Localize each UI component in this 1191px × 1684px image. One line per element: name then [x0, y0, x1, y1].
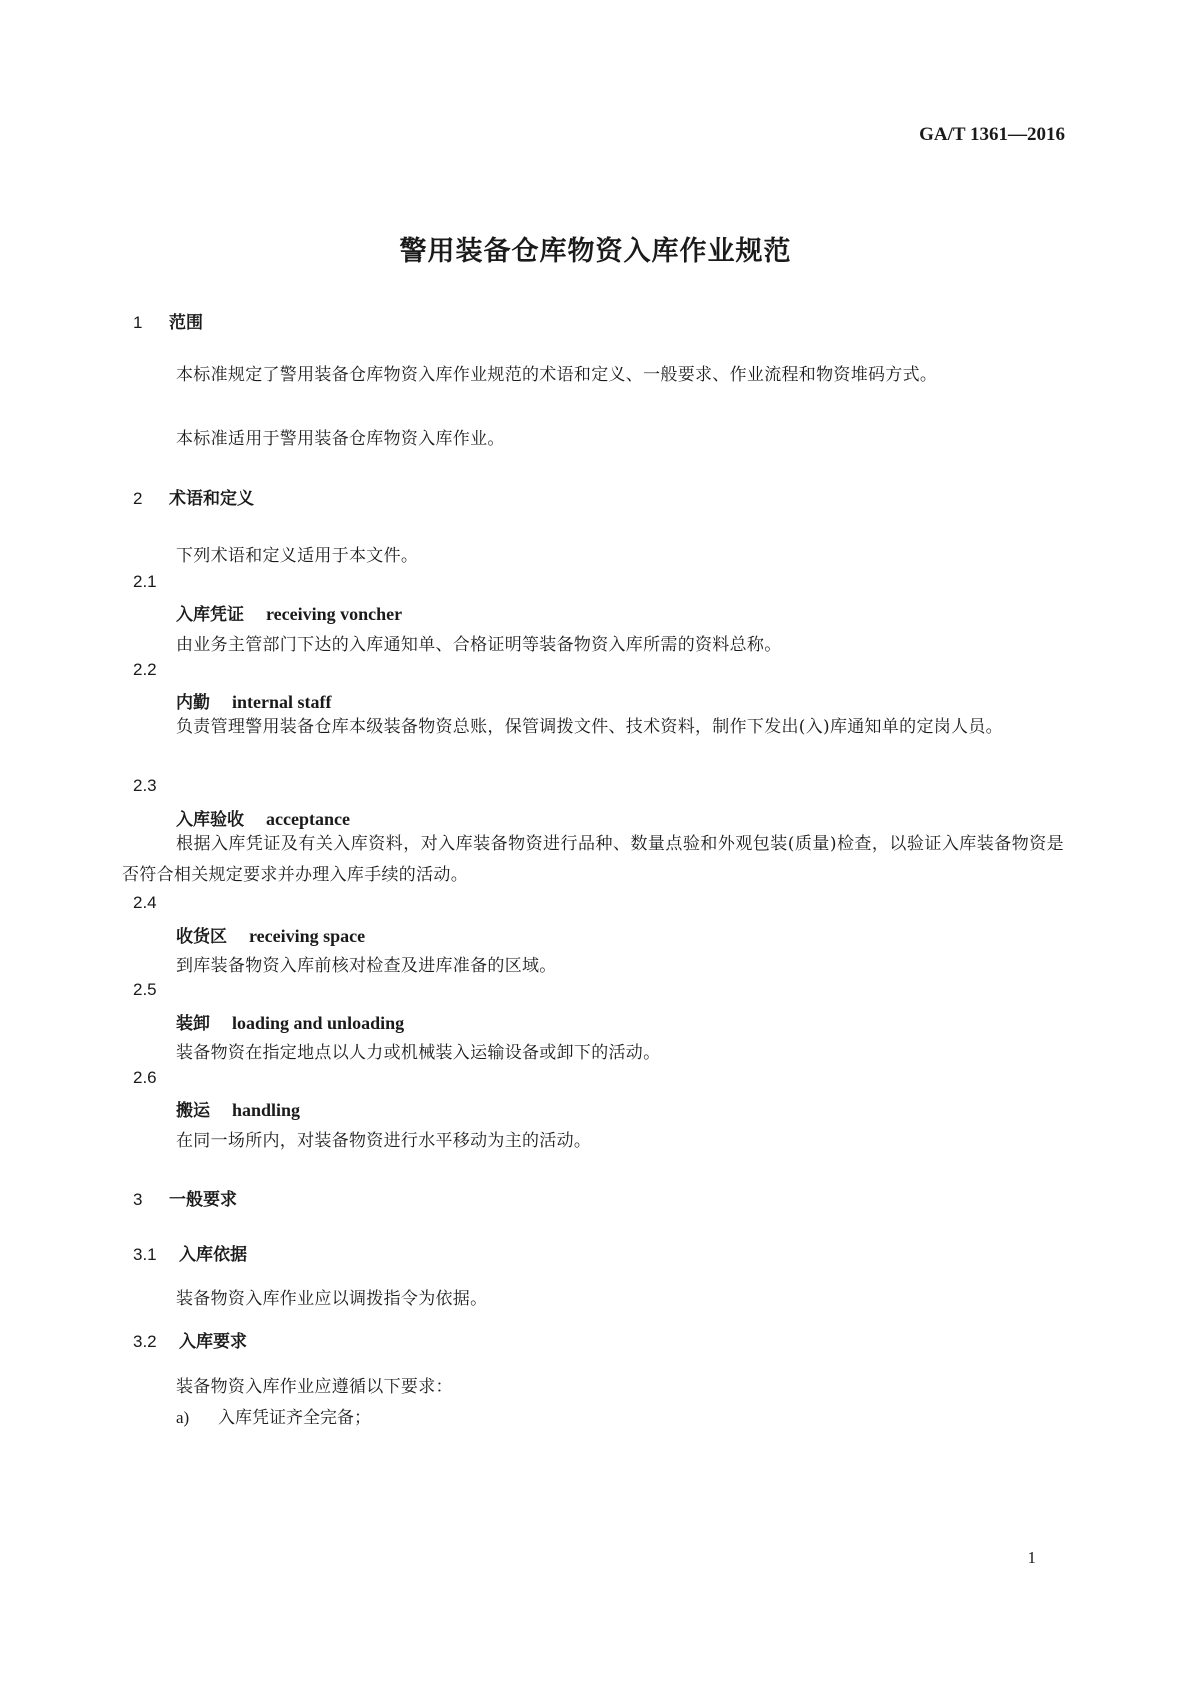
subsection-title: 入库要求: [179, 1332, 247, 1352]
term-definition: 根据入库凭证及有关入库资料，对入库装备物资进行品种、数量点验和外观包装(质量)检查，以验证入库装备物资是否符合相关规定要求并办理入库手续的活动。: [122, 834, 1064, 885]
term-english: receiving space: [249, 926, 366, 946]
page-number: 1: [1027, 1548, 1036, 1567]
term-entry: [176, 922, 365, 947]
term-english: acceptance: [266, 809, 350, 829]
term-english: handling: [232, 1100, 301, 1120]
subsection-3-1-heading: [133, 1240, 247, 1265]
section-1-heading: [133, 308, 203, 333]
subsection-3-2-heading: [133, 1327, 247, 1352]
term-chinese: 收货区: [176, 927, 227, 947]
term-entry: [176, 1096, 300, 1121]
section-number: 3: [133, 1190, 143, 1209]
section-title: 范围: [169, 313, 203, 333]
term-english: receiving voncher: [266, 604, 403, 624]
section-1-paragraph-1: 本标准规定了警用装备仓库物资入库作业规范的术语和定义、一般要求、作业流程和物资堆码方式。: [176, 365, 938, 385]
section-3-heading: [133, 1185, 237, 1210]
section-2-heading: [133, 484, 254, 509]
term-number: 2.3: [133, 776, 157, 795]
term-definition: 到库装备物资入库前核对检查及进库准备的区域。: [176, 956, 557, 976]
term-number: 2.6: [133, 1068, 157, 1087]
term-number: 2.1: [133, 572, 157, 591]
term-number: 2.2: [133, 660, 157, 679]
term-chinese: 入库验收: [176, 810, 244, 830]
term-definition: 负责管理警用装备仓库本级装备物资总账，保管调拨文件、技术资料，制作下发出(入)库通知单的定岗人员。: [176, 717, 1003, 737]
term-definition: 在同一场所内，对装备物资进行水平移动为主的活动。: [176, 1131, 592, 1151]
section-number: 2: [133, 489, 143, 508]
section-number: 1: [133, 313, 143, 332]
term-entry: [176, 688, 331, 713]
section-title: 术语和定义: [169, 489, 254, 509]
term-chinese: 入库凭证: [176, 605, 244, 625]
list-marker: a): [176, 1408, 190, 1427]
section-1-paragraph-2: 本标准适用于警用装备仓库物资入库作业。: [176, 429, 505, 449]
term-chinese: 装卸: [176, 1014, 210, 1034]
term-entry: [176, 600, 402, 625]
subsection-title: 入库依据: [179, 1245, 247, 1265]
section-title: 一般要求: [169, 1190, 237, 1210]
term-chinese: 搬运: [176, 1101, 210, 1121]
term-definition: 装备物资在指定地点以人力或机械装入运输设备或卸下的活动。: [176, 1043, 661, 1063]
subsection-3-1-text: 装备物资入库作业应以调拨指令为依据。: [176, 1289, 488, 1309]
document-title: 警用装备仓库物资入库作业规范: [399, 236, 792, 267]
subsection-number: 3.2: [133, 1332, 157, 1351]
term-entry: [176, 1009, 404, 1034]
subsection-3-2-text: 装备物资入库作业应遵循以下要求：: [176, 1377, 453, 1397]
term-english: internal staff: [232, 692, 332, 712]
term-definition: 由业务主管部门下达的入库通知单、合格证明等装备物资入库所需的资料总称。: [176, 635, 782, 655]
term-chinese: 内勤: [176, 693, 210, 713]
section-2-intro: 下列术语和定义适用于本文件。: [176, 546, 419, 566]
list-item-text: 入库凭证齐全完备；: [218, 1408, 371, 1428]
term-number: 2.5: [133, 980, 157, 999]
list-item: [176, 1403, 371, 1428]
subsection-number: 3.1: [133, 1245, 157, 1264]
term-entry: [176, 805, 350, 830]
term-english: loading and unloading: [232, 1013, 405, 1033]
standard-code: GA/T 1361—2016: [919, 124, 1065, 145]
term-number: 2.4: [133, 893, 157, 912]
